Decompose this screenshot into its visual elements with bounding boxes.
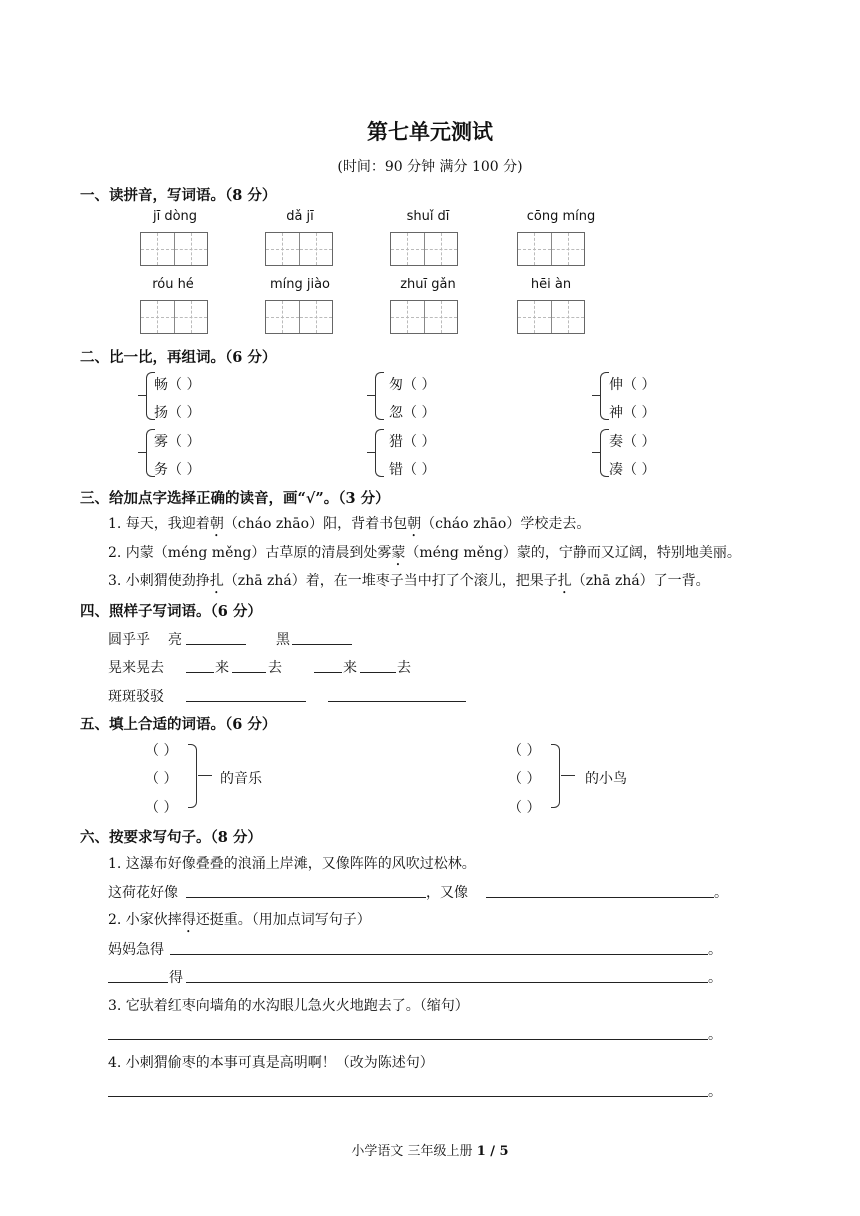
brace (375, 429, 384, 477)
word-part: 来 (343, 660, 357, 676)
example-word: 晃来晃去 (108, 660, 164, 676)
compare-word: 奏（ ） (609, 434, 656, 450)
answer-blank[interactable] (186, 883, 426, 898)
pinyin: hēi àn (530, 277, 572, 292)
period: 。 (708, 970, 722, 986)
compare-word: 忽（ ） (389, 405, 436, 421)
period: 。 (708, 1084, 722, 1100)
fill-paren[interactable]: （ ） (145, 743, 178, 759)
pinyin: shuǐ dī (406, 209, 450, 224)
answer-blank[interactable] (186, 968, 708, 983)
compare-word: 伸（ ） (609, 377, 656, 393)
brace (600, 372, 609, 420)
fill-paren[interactable]: （ ） (508, 800, 541, 816)
section-1-heading: 一、读拼音，写词语。（8 分） (80, 187, 277, 204)
answer-blank[interactable] (186, 658, 214, 673)
pinyin: jī dòng (152, 209, 198, 224)
answer-blank[interactable] (170, 940, 708, 955)
compare-word: 神（ ） (609, 405, 656, 421)
question-6-3: 3. 它驮着红枣向墙角的水沟眼儿急火火地跑去了。（缩句） (108, 998, 469, 1014)
answer-blank[interactable] (292, 630, 352, 645)
answer-prefix: 得 (169, 970, 183, 986)
period: 。 (708, 1027, 722, 1043)
answer-blank[interactable] (360, 658, 396, 673)
compare-word: 务（ ） (154, 462, 201, 478)
compare-word: 匆（ ） (389, 377, 436, 393)
brace-tick (367, 395, 375, 396)
phrase-noun: 的小鸟 (585, 771, 627, 787)
phrase-noun: 的音乐 (220, 771, 262, 787)
brace (600, 429, 609, 477)
writing-grid[interactable] (140, 300, 208, 334)
answer-prefix: 妈妈急得 (108, 942, 164, 958)
page-subtitle: (时间：90 分钟 满分 100 分) (337, 159, 523, 175)
brace (551, 744, 560, 808)
example-word: 斑斑驳驳 (108, 689, 164, 705)
fill-paren[interactable]: （ ） (145, 771, 178, 787)
brace (375, 372, 384, 420)
writing-grid[interactable] (517, 232, 585, 266)
answer-blank[interactable] (328, 687, 466, 702)
pinyin: róu hé (152, 277, 194, 292)
writing-grid[interactable] (265, 232, 333, 266)
question-3-3: 3. 小刺猬使劲挣扎（zhā zhá）着，在一堆枣子当中打了个滚儿，把果子扎（zhā zhá）了一背。 (108, 573, 710, 589)
word-prefix: 亮 (168, 632, 182, 648)
example-word: 圆乎乎 (108, 632, 150, 648)
answer-blank[interactable] (232, 658, 266, 673)
brace-tick (592, 395, 600, 396)
period: 。 (714, 885, 728, 901)
compare-word: 雾（ ） (154, 434, 201, 450)
answer-blank[interactable] (486, 883, 714, 898)
brace (188, 744, 197, 808)
question-6-1: 1. 这瀑布好像叠叠的浪涌上岸滩，又像阵阵的风吹过松林。 (108, 856, 476, 872)
answer-prefix: ，又像 (426, 885, 468, 901)
word-part: 来 (215, 660, 229, 676)
brace-tick (592, 452, 600, 453)
answer-blank[interactable] (108, 968, 168, 983)
section-2-heading: 二、比一比，再组词。（6 分） (80, 349, 277, 366)
section-5-heading: 五、填上合适的词语。（6 分） (80, 716, 277, 733)
writing-grid[interactable] (517, 300, 585, 334)
answer-blank[interactable] (314, 658, 342, 673)
compare-word: 畅（ ） (154, 377, 201, 393)
answer-blank[interactable] (186, 630, 246, 645)
fill-paren[interactable]: （ ） (145, 800, 178, 816)
writing-grid[interactable] (390, 300, 458, 334)
question-3-1: 1. 每天，我迎着朝（cháo zhāo）阳，背着书包朝（cháo zhāo）学校走去。 (108, 516, 591, 532)
brace-tick (561, 775, 575, 776)
brace-tick (138, 395, 146, 396)
footer-text: 小学语文 三年级上册 (351, 1144, 477, 1159)
section-6-heading: 六、按要求写句子。（8 分） (80, 829, 262, 846)
pinyin: zhuī gǎn (400, 277, 456, 292)
page-footer (0, 1140, 860, 1159)
word-part: 去 (397, 660, 411, 676)
pinyin: cōng míng (526, 209, 596, 224)
fill-paren[interactable]: （ ） (508, 743, 541, 759)
writing-grid[interactable] (265, 300, 333, 334)
answer-blank[interactable] (108, 1025, 708, 1040)
question-6-2: 2. 小家伙摔得还挺重。（用加点词写句子） (108, 912, 371, 928)
writing-grid[interactable] (390, 232, 458, 266)
compare-word: 错（ ） (389, 462, 436, 478)
fill-paren[interactable]: （ ） (508, 771, 541, 787)
section-3-heading: 三、给加点字选择正确的读音，画“√”。（3 分） (80, 490, 390, 507)
brace-tick (198, 775, 212, 776)
section-4-heading: 四、照样子写词语。（6 分） (80, 603, 262, 620)
brace-tick (138, 452, 146, 453)
compare-word: 猎（ ） (389, 434, 436, 450)
answer-prefix: 这荷花好像 (108, 885, 178, 901)
period: 。 (708, 942, 722, 958)
question-6-4: 4. 小刺猬偷枣的本事可真是高明啊！（改为陈述句） (108, 1055, 434, 1071)
page-title: 第七单元测试 (367, 119, 493, 144)
compare-word: 凑（ ） (609, 462, 656, 478)
word-part: 去 (268, 660, 282, 676)
page-number: 1 / 5 (476, 1144, 509, 1159)
pinyin: míng jiào (269, 277, 331, 292)
brace-tick (367, 452, 375, 453)
answer-blank[interactable] (186, 687, 306, 702)
word-prefix: 黑 (276, 632, 290, 648)
compare-word: 扬（ ） (154, 405, 201, 421)
answer-blank[interactable] (108, 1082, 708, 1097)
writing-grid[interactable] (140, 232, 208, 266)
question-3-2: 2. 内蒙（méng měng）古草原的清晨到处雾蒙（méng měng）蒙的，宁静而又辽阔，特别地美丽。 (108, 545, 741, 561)
pinyin: dǎ jī (286, 209, 314, 224)
